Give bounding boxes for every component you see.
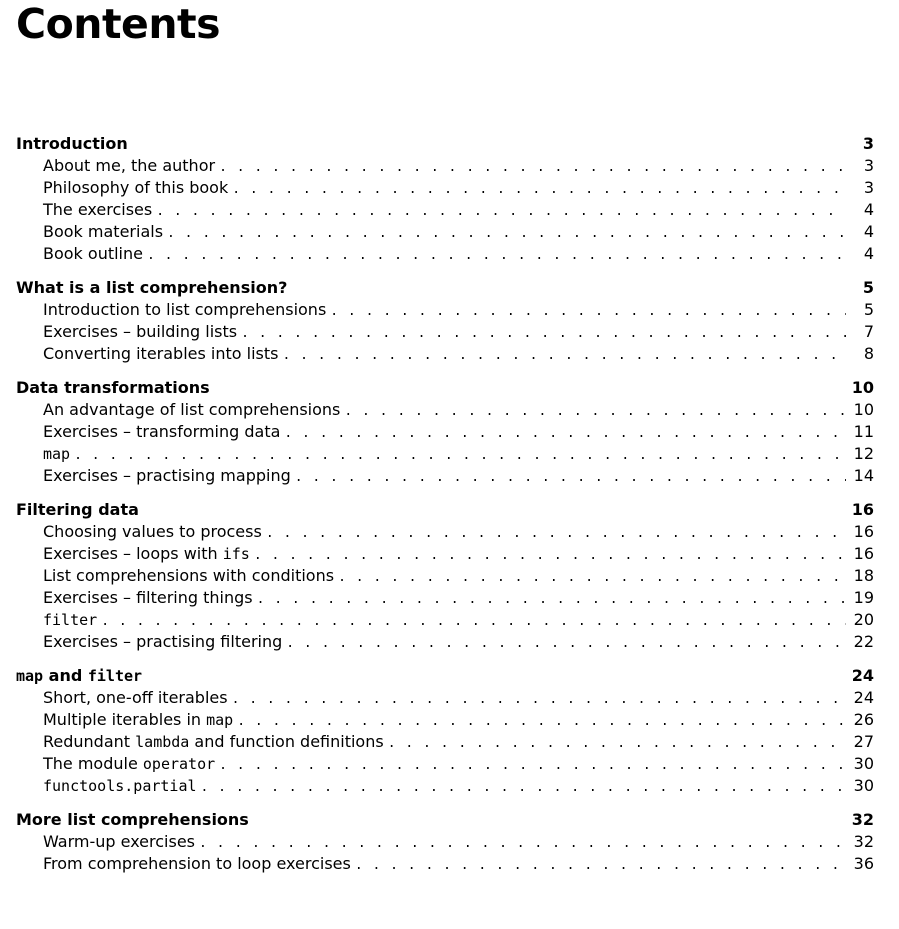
section-entry[interactable] (16, 243, 874, 265)
section-title (43, 587, 253, 609)
section-page-number: 14 (853, 466, 874, 485)
code-fragment: ifs (222, 545, 250, 563)
section-entry[interactable] (16, 521, 874, 543)
section-title (43, 709, 233, 731)
section-title (43, 565, 334, 587)
section-entry[interactable] (16, 709, 874, 731)
section-entry[interactable] (16, 399, 874, 421)
title-text: Book outline (43, 244, 143, 263)
title-text: Exercises – transforming data (43, 422, 281, 441)
section-entry[interactable] (16, 853, 874, 875)
dot-leader (295, 467, 846, 489)
toc-chapter (16, 665, 874, 797)
section-page-number: 30 (853, 754, 874, 773)
chapter-title (16, 277, 863, 299)
section-title (43, 775, 197, 797)
section-entry[interactable] (16, 199, 874, 221)
section-title (43, 243, 143, 265)
section-page-number: 5 (863, 300, 874, 319)
title-text: List comprehensions with conditions (43, 566, 335, 585)
chapter-page-number: 16 (851, 500, 874, 519)
dot-leader (241, 323, 846, 345)
dot-leader (330, 301, 846, 323)
section-title (43, 543, 250, 565)
dot-leader (219, 157, 846, 179)
section-page-number: 4 (863, 222, 874, 241)
section-entry[interactable] (16, 609, 874, 631)
section-page-number: 26 (853, 710, 874, 729)
dot-leader (232, 689, 846, 711)
page-title: Contents (16, 0, 221, 48)
dot-leader (101, 611, 846, 633)
section-title (43, 299, 326, 321)
section-title (43, 155, 215, 177)
chapter-entry[interactable] (16, 665, 874, 687)
section-entry[interactable] (16, 465, 874, 487)
dot-leader (257, 589, 846, 611)
section-entry[interactable] (16, 221, 874, 243)
title-text: Redundant (43, 732, 136, 751)
section-entry[interactable] (16, 543, 874, 565)
section-title (43, 177, 228, 199)
title-text: Exercises – filtering things (43, 588, 253, 607)
section-page-number: 16 (853, 522, 874, 541)
code-fragment: operator (142, 755, 216, 773)
dot-leader (232, 179, 846, 201)
section-entry[interactable] (16, 321, 874, 343)
section-title (43, 853, 351, 875)
code-fragment: map (16, 667, 44, 685)
chapter-entry[interactable] (16, 277, 874, 299)
section-entry[interactable] (16, 421, 874, 443)
title-text: The module (43, 754, 143, 773)
section-entry[interactable] (16, 753, 874, 775)
section-page-number: 10 (853, 400, 874, 419)
code-fragment: map (43, 445, 71, 463)
title-text: Exercises – practising filtering (43, 632, 283, 651)
title-text: Introduction (16, 134, 128, 153)
section-entry[interactable] (16, 775, 874, 797)
section-title (43, 609, 97, 631)
title-text: Book materials (43, 222, 164, 241)
section-title (43, 753, 215, 775)
section-page-number: 12 (853, 444, 874, 463)
dot-leader (338, 567, 846, 589)
section-entry[interactable] (16, 687, 874, 709)
dot-leader (237, 711, 846, 733)
toc-chapter (16, 809, 874, 875)
section-entry[interactable] (16, 177, 874, 199)
section-entry[interactable] (16, 299, 874, 321)
code-fragment: filter (87, 667, 143, 685)
dot-leader (266, 523, 846, 545)
section-entry[interactable] (16, 155, 874, 177)
section-title (43, 731, 384, 753)
title-text: What is a list comprehension? (16, 278, 288, 297)
dot-leader (167, 223, 846, 245)
section-page-number: 18 (853, 566, 874, 585)
chapter-entry[interactable] (16, 377, 874, 399)
section-page-number: 19 (853, 588, 874, 607)
section-page-number: 20 (853, 610, 874, 629)
chapter-title (16, 133, 863, 155)
dot-leader (388, 733, 846, 755)
title-text: Exercises – loops with (43, 544, 223, 563)
chapter-title (16, 377, 852, 399)
code-fragment: functools.partial (43, 777, 197, 795)
title-text: Introduction to list comprehensions (43, 300, 327, 319)
section-title (43, 343, 278, 365)
table-of-contents (16, 133, 874, 887)
dot-leader (199, 833, 846, 855)
title-text: More list comprehensions (16, 810, 249, 829)
title-text: Warm-up exercises (43, 832, 196, 851)
toc-chapter (16, 133, 874, 265)
code-fragment: lambda (135, 733, 190, 751)
toc-chapter (16, 499, 874, 653)
section-page-number: 27 (853, 732, 874, 751)
dot-leader (254, 545, 846, 567)
section-title (43, 221, 163, 243)
section-title (43, 465, 291, 487)
title-text: The exercises (43, 200, 153, 219)
chapter-page-number: 5 (862, 278, 874, 297)
section-page-number: 4 (863, 200, 874, 219)
section-page-number: 8 (863, 344, 874, 363)
section-page-number: 16 (853, 544, 874, 563)
chapter-entry[interactable] (16, 809, 874, 831)
title-text: Exercises – building lists (43, 322, 238, 341)
title-text: Converting iterables into lists (43, 344, 279, 363)
dot-leader (355, 855, 846, 877)
dot-leader (74, 445, 846, 467)
section-title (43, 831, 195, 853)
section-page-number: 4 (863, 244, 874, 263)
section-page-number: 30 (853, 776, 874, 795)
dot-leader (284, 423, 846, 445)
toc-chapter (16, 377, 874, 487)
section-title (43, 631, 282, 653)
section-entry[interactable] (16, 831, 874, 853)
section-page-number: 24 (853, 688, 874, 707)
dot-leader (147, 245, 846, 267)
code-fragment: map (206, 711, 234, 729)
section-entry[interactable] (16, 631, 874, 653)
chapter-title (16, 499, 852, 521)
chapter-page-number: 24 (851, 666, 874, 685)
chapter-entry[interactable] (16, 133, 874, 155)
section-page-number: 22 (853, 632, 874, 651)
dot-leader (201, 777, 846, 799)
section-title (43, 399, 340, 421)
section-title (43, 199, 152, 221)
title-text: Short, one-off iterables (43, 688, 228, 707)
dot-leader (156, 201, 846, 223)
section-page-number: 3 (863, 156, 874, 175)
code-fragment: filter (43, 611, 98, 629)
section-entry[interactable] (16, 443, 874, 465)
title-text: Multiple iterables in (43, 710, 207, 729)
section-entry[interactable] (16, 587, 874, 609)
toc-chapter (16, 277, 874, 365)
title-text: Data transformations (16, 378, 210, 397)
section-page-number: 3 (863, 178, 874, 197)
chapter-entry[interactable] (16, 499, 874, 521)
chapter-page-number: 10 (851, 378, 874, 397)
chapter-page-number: 32 (851, 810, 874, 829)
section-title (43, 321, 237, 343)
section-page-number: 11 (853, 422, 874, 441)
dot-leader (344, 401, 846, 423)
title-text: Exercises – practising mapping (43, 466, 291, 485)
section-page-number: 36 (853, 854, 874, 873)
title-text: About me, the author (43, 156, 216, 175)
section-title (43, 421, 280, 443)
title-text: An advantage of list comprehensions (43, 400, 341, 419)
chapter-page-number: 3 (862, 134, 874, 153)
section-title (43, 687, 228, 709)
title-text: Choosing values to process (43, 522, 262, 541)
chapter-title (16, 665, 852, 687)
title-text: Philosophy of this book (43, 178, 229, 197)
title-text: and (43, 666, 88, 685)
section-title (43, 521, 262, 543)
title-text: From comprehension to loop exercises (43, 854, 351, 873)
section-page-number: 32 (853, 832, 874, 851)
chapter-title (16, 809, 852, 831)
section-entry[interactable] (16, 565, 874, 587)
dot-leader (286, 633, 846, 655)
section-title (43, 443, 70, 465)
title-text: and function definitions (189, 732, 384, 751)
title-text: Filtering data (16, 500, 139, 519)
section-page-number: 7 (863, 322, 874, 341)
section-entry[interactable] (16, 343, 874, 365)
dot-leader (282, 345, 846, 367)
dot-leader (219, 755, 846, 777)
section-entry[interactable] (16, 731, 874, 753)
